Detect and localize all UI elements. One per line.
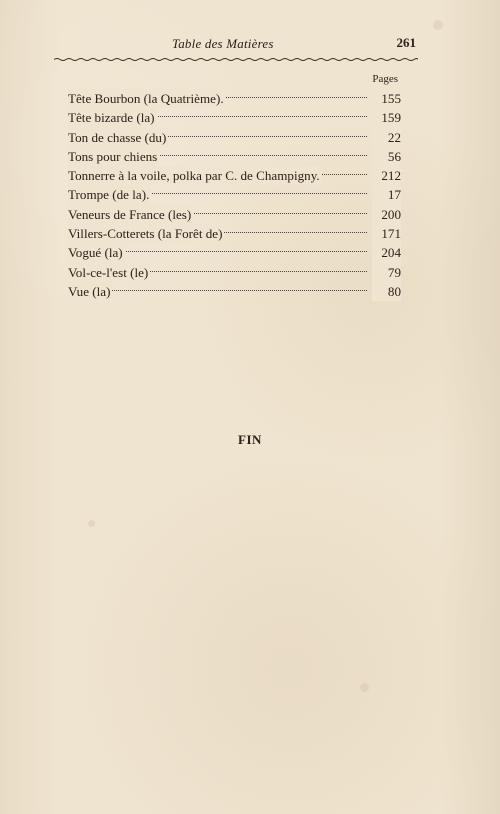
running-title: Table des Matières bbox=[172, 36, 274, 51]
toc-entry-page: 80 bbox=[372, 282, 401, 301]
toc-entry bbox=[68, 147, 401, 166]
toc-entry-title: Tête bizarde (la) bbox=[68, 108, 157, 127]
toc-entry bbox=[68, 282, 401, 301]
toc-entry-page: 204 bbox=[372, 243, 401, 262]
toc-entry-page: 56 bbox=[372, 147, 401, 166]
end-marker: FIN bbox=[238, 432, 262, 447]
toc-entry-page: 200 bbox=[372, 205, 401, 224]
toc-entry-title: Vogué (la) bbox=[68, 243, 125, 262]
toc-entry-title: Trompe (de la). bbox=[68, 185, 151, 204]
toc-entry-page: 212 bbox=[372, 166, 401, 185]
toc-entry bbox=[68, 243, 401, 262]
toc-entry-page: 159 bbox=[372, 108, 401, 127]
toc-entry-title: Vol-ce-l'est (le) bbox=[68, 263, 150, 282]
dot-leader bbox=[68, 290, 367, 291]
page-header bbox=[54, 36, 416, 54]
toc-entry-title: Villers-Cotterets (la Forêt de) bbox=[68, 224, 224, 243]
toc-entry-page: 22 bbox=[372, 128, 401, 147]
paper-stain bbox=[433, 20, 443, 30]
pages-column-label: Pages bbox=[372, 73, 398, 85]
paper-stain bbox=[360, 683, 369, 692]
toc-entry bbox=[68, 224, 401, 243]
toc-entry bbox=[68, 185, 401, 204]
toc-entry-page: 17 bbox=[372, 185, 401, 204]
page-number: 261 bbox=[396, 35, 416, 50]
toc-entry bbox=[68, 205, 401, 224]
toc-entry-title: Tonnerre à la voile, polka par C. de Champigny. bbox=[68, 166, 322, 185]
toc-entry-title: Tête Bourbon (la Quatrième). bbox=[68, 89, 226, 108]
paper-stain bbox=[88, 520, 95, 527]
header-wavy-rule bbox=[54, 57, 418, 62]
toc-entry-page: 171 bbox=[372, 224, 401, 243]
toc-entry bbox=[68, 263, 401, 282]
toc-entry bbox=[68, 166, 401, 185]
toc-entry-page: 79 bbox=[372, 263, 401, 282]
toc-entry-title: Ton de chasse (du) bbox=[68, 128, 168, 147]
toc-entry-title: Tons pour chiens bbox=[68, 147, 159, 166]
toc-entry bbox=[68, 128, 401, 147]
toc-entry bbox=[68, 108, 401, 127]
toc-entry bbox=[68, 89, 401, 108]
toc-entry-title: Vue (la) bbox=[68, 282, 112, 301]
toc-entry-page: 155 bbox=[372, 89, 401, 108]
table-of-contents bbox=[68, 89, 401, 301]
toc-entry-title: Veneurs de France (les) bbox=[68, 205, 193, 224]
